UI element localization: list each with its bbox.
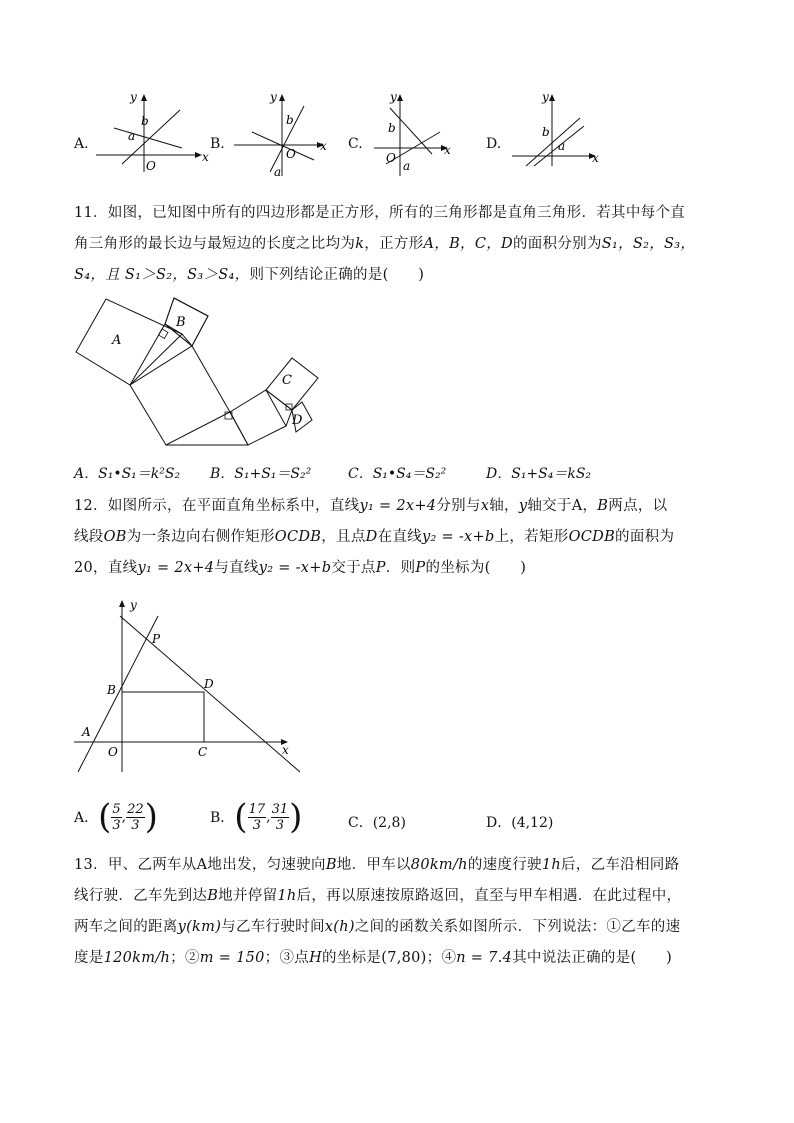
axis-x: x <box>202 150 209 164</box>
q10-option-c-graph <box>370 88 456 180</box>
svg-text:b: b <box>388 121 396 135</box>
q13-line-4: 度是120km/h；②m = 150；③点H的坐标是(7,80)；④n = 7.4其中说法正确的是( ) <box>74 950 673 966</box>
q10-option-a-label[interactable]: A. <box>74 136 89 152</box>
svg-text:y: y <box>542 90 549 104</box>
q11-line-1: 11．如图，已知图中所有的四边形都是正方形，所有的三角形都是直角三角形．若其中每个直 <box>74 205 686 221</box>
q12-figure <box>70 594 310 780</box>
label-b: B <box>107 683 116 697</box>
line-a: a <box>128 129 136 143</box>
svg-text:x: x <box>320 139 327 153</box>
svg-text:O: O <box>286 147 296 161</box>
q13-line-1: 13．甲、乙两车从A地出发，匀速驶向B地．甲车以80km/h的速度行驶1h后，乙车沿相同路 <box>74 857 680 873</box>
label-y: y <box>130 598 137 612</box>
q12-line-1: 12．如图所示，在平面直角坐标系中，直线y₁ = 2x+4分别与x轴，y轴交于A，B两点，以 <box>74 498 668 514</box>
q11-line-3: S₄，且 S₁＞S₂，S₃＞S₄，则下列结论正确的是( ) <box>74 267 425 283</box>
q11-option-c[interactable]: C．S₁•S₄＝S₂² <box>348 466 447 482</box>
svg-text:O: O <box>386 151 396 165</box>
svg-text:y: y <box>390 90 397 104</box>
q12-option-b[interactable]: B． ( $\frac{17}{3}$ , $\frac{31}{3}$ ) <box>210 797 303 837</box>
q11-line-2: 角三角形的最长边与最短边的长度之比均为k，正方形A，B，C，D的面积分别为S₁，S₂，S₃， <box>74 236 696 252</box>
label-d: D <box>204 677 214 691</box>
q11-option-a[interactable]: A．S₁•S₁＝k²S₂ <box>74 466 181 482</box>
svg-text:b: b <box>286 113 294 127</box>
label-c: C <box>282 373 292 388</box>
label-d: D <box>292 413 303 428</box>
label-p: P <box>152 632 161 646</box>
q10-option-d-graph <box>508 88 604 170</box>
q12-option-a[interactable]: A． ( $\frac{5}{3}$ , $\frac{22}{3}$ ) <box>74 797 158 837</box>
q10-option-b-label[interactable]: B. <box>210 136 225 152</box>
q11-figure <box>70 292 330 452</box>
label-x: x <box>282 743 289 757</box>
q12-line-3: 20，直线y₁ = 2x+4与直线y₂ = -x+b交于点P．则P的坐标为( ) <box>74 560 527 576</box>
svg-text:x: x <box>444 143 451 157</box>
q11-option-b[interactable]: B．S₁+S₁＝S₂² <box>210 466 312 482</box>
q10-option-b-graph <box>230 88 342 180</box>
q13-line-2: 线行驶．乙车先到达B地并停留1h后，再以原速按原路返回，直至与甲车相遇．在此过程中， <box>74 888 682 904</box>
q13-text <box>74 850 724 974</box>
q10-option-d-label[interactable]: D. <box>486 136 502 152</box>
svg-text:b: b <box>542 125 550 139</box>
label-b: B <box>176 315 186 330</box>
q11-text <box>74 198 724 291</box>
axis-y: y <box>130 90 137 104</box>
label-a: A <box>82 725 91 739</box>
svg-text:y: y <box>270 90 277 104</box>
svg-text:a: a <box>274 165 282 179</box>
q12-line-2: 线段OB为一条边向右侧作矩形OCDB，且点D在直线y₂ = -x+b上，若矩形OCDB的面积为 <box>74 529 675 545</box>
svg-text:a: a <box>403 159 411 173</box>
label-a: A <box>112 333 122 348</box>
label-c: C <box>198 745 208 759</box>
q10-option-a-graph <box>92 88 210 176</box>
origin: O <box>146 159 156 173</box>
q11-option-d[interactable]: D．S₁+S₄＝kS₂ <box>486 466 592 482</box>
svg-text:a: a <box>558 139 566 153</box>
q13-line-3: 两车之间的距离y(km)与乙车行驶时间x(h)之间的函数关系如图所示．下列说法：①乙车的速 <box>74 919 681 935</box>
q12-option-d[interactable]: D．(4,12) <box>486 815 554 831</box>
line-b: b <box>141 114 149 128</box>
q12-option-c[interactable]: C．(2,8) <box>348 815 406 831</box>
svg-text:x: x <box>592 151 599 165</box>
label-o: O <box>108 745 118 759</box>
q10-option-c-label[interactable]: C. <box>348 136 363 152</box>
q12-text <box>74 491 724 584</box>
